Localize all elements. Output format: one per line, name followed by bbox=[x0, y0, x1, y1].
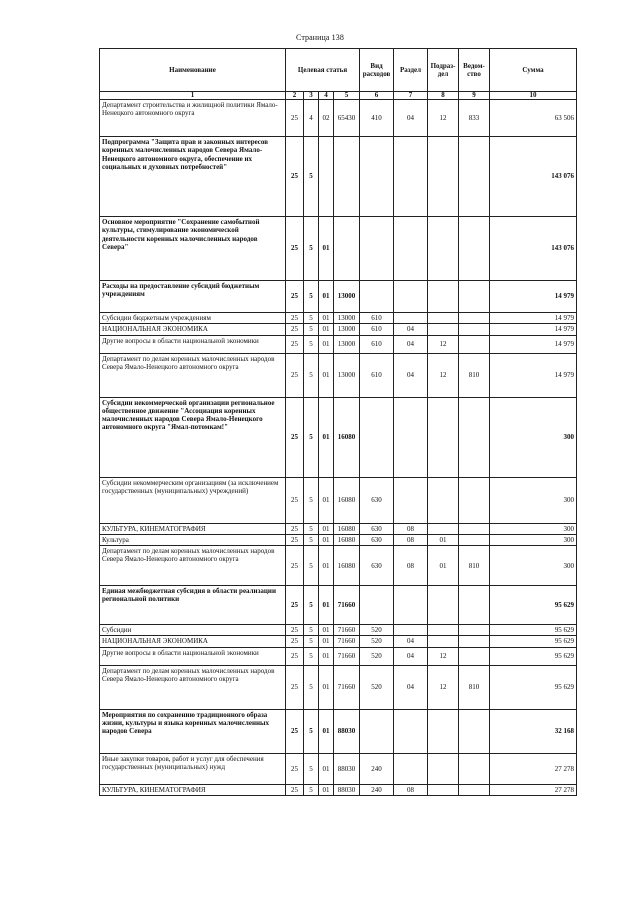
target-code-4: 71660 bbox=[334, 647, 360, 665]
table-row bbox=[100, 324, 577, 335]
table-row bbox=[100, 665, 577, 709]
section-code bbox=[394, 313, 428, 324]
department-code: 810 bbox=[459, 353, 490, 397]
subsection-code bbox=[428, 137, 459, 217]
department-code bbox=[459, 784, 490, 795]
row-name: Культура bbox=[100, 534, 286, 545]
target-code-2: 5 bbox=[304, 784, 319, 795]
row-name: Мероприятия по сохранению традиционного образа жизни, культуры и языка коренных малочисленных народов Севера bbox=[100, 709, 286, 753]
department-code bbox=[459, 534, 490, 545]
department-code bbox=[459, 137, 490, 217]
amount-value: 14 979 bbox=[490, 335, 577, 353]
subsection-code bbox=[428, 625, 459, 636]
target-code-1: 25 bbox=[286, 324, 304, 335]
target-code-1: 25 bbox=[286, 636, 304, 647]
row-name: Расходы на предоставление субсидий бюджетным учреждениям bbox=[100, 281, 286, 313]
row-name: Единая межбюджетная субсидия в области реализации региональной политики bbox=[100, 586, 286, 625]
table-row bbox=[100, 477, 577, 523]
target-code-4: 13000 bbox=[334, 335, 360, 353]
header-expense-type: Вид расходов bbox=[360, 49, 394, 92]
subsection-code: 12 bbox=[428, 335, 459, 353]
target-code-3: 01 bbox=[319, 784, 334, 795]
target-code-1: 25 bbox=[286, 625, 304, 636]
expense-type-code: 610 bbox=[360, 335, 394, 353]
expense-type-code: 630 bbox=[360, 523, 394, 534]
amount-value: 300 bbox=[490, 523, 577, 534]
department-code bbox=[459, 335, 490, 353]
target-code-2: 5 bbox=[304, 647, 319, 665]
column-number: 3 bbox=[304, 92, 319, 100]
subsection-code bbox=[428, 217, 459, 281]
table-row bbox=[100, 335, 577, 353]
table-row bbox=[100, 353, 577, 397]
row-name: Иные закупки товаров, работ и услуг для обеспечения государственных (муниципальных) нужд bbox=[100, 753, 286, 784]
expense-type-code: 520 bbox=[360, 665, 394, 709]
subsection-code: 01 bbox=[428, 546, 459, 586]
target-code-3: 01 bbox=[319, 534, 334, 545]
table-row bbox=[100, 397, 577, 477]
target-code-2: 5 bbox=[304, 313, 319, 324]
target-code-3: 01 bbox=[319, 313, 334, 324]
column-number: 1 bbox=[100, 92, 286, 100]
target-code-4: 16080 bbox=[334, 534, 360, 545]
target-code-1: 25 bbox=[286, 647, 304, 665]
section-code: 04 bbox=[394, 353, 428, 397]
section-code bbox=[394, 709, 428, 753]
subsection-code: 01 bbox=[428, 534, 459, 545]
header-department: Ведом-ство bbox=[459, 49, 490, 92]
column-number: 6 bbox=[360, 92, 394, 100]
amount-value: 63 506 bbox=[490, 100, 577, 137]
department-code bbox=[459, 586, 490, 625]
section-code: 08 bbox=[394, 784, 428, 795]
column-number: 7 bbox=[394, 92, 428, 100]
expense-type-code: 630 bbox=[360, 546, 394, 586]
target-code-4: 13000 bbox=[334, 313, 360, 324]
column-number-row bbox=[100, 92, 577, 100]
amount-value: 95 629 bbox=[490, 586, 577, 625]
target-code-2: 5 bbox=[304, 636, 319, 647]
target-code-3: 01 bbox=[319, 647, 334, 665]
target-code-3: 01 bbox=[319, 665, 334, 709]
subsection-code bbox=[428, 324, 459, 335]
row-name: Другие вопросы в области национальной экономики bbox=[100, 647, 286, 665]
table-row bbox=[100, 217, 577, 281]
section-code: 04 bbox=[394, 647, 428, 665]
table-row bbox=[100, 546, 577, 586]
target-code-1: 25 bbox=[286, 137, 304, 217]
target-code-4: 71660 bbox=[334, 636, 360, 647]
amount-value: 300 bbox=[490, 477, 577, 523]
section-code bbox=[394, 137, 428, 217]
target-code-1: 25 bbox=[286, 709, 304, 753]
target-code-4: 88030 bbox=[334, 709, 360, 753]
amount-value: 95 629 bbox=[490, 647, 577, 665]
table-row bbox=[100, 534, 577, 545]
target-code-1: 25 bbox=[286, 335, 304, 353]
target-code-2: 5 bbox=[304, 709, 319, 753]
amount-value: 14 979 bbox=[490, 353, 577, 397]
page-number-label: Страница 138 bbox=[296, 33, 344, 42]
subsection-code bbox=[428, 753, 459, 784]
target-code-4: 13000 bbox=[334, 324, 360, 335]
department-code bbox=[459, 647, 490, 665]
header-target-article: Целевая статья bbox=[286, 49, 360, 92]
header-section: Раздел bbox=[394, 49, 428, 92]
target-code-4: 13000 bbox=[334, 353, 360, 397]
row-name: Департамент по делам коренных малочисленных народов Севера Ямало-Ненецкого автономного округа bbox=[100, 546, 286, 586]
table-row bbox=[100, 313, 577, 324]
amount-value: 143 076 bbox=[490, 217, 577, 281]
section-code bbox=[394, 217, 428, 281]
column-number: 5 bbox=[334, 92, 360, 100]
department-code bbox=[459, 636, 490, 647]
target-code-4: 16080 bbox=[334, 477, 360, 523]
row-name: Основное мероприятие "Сохранение самобытной культуры, стимулирование экономической деятельности коренных малочисленных народов Севера" bbox=[100, 217, 286, 281]
column-number: 8 bbox=[428, 92, 459, 100]
department-code: 833 bbox=[459, 100, 490, 137]
target-code-4: 71660 bbox=[334, 586, 360, 625]
target-code-3: 01 bbox=[319, 335, 334, 353]
section-code: 04 bbox=[394, 324, 428, 335]
row-name: Субсидии bbox=[100, 625, 286, 636]
subsection-code bbox=[428, 784, 459, 795]
target-code-3: 01 bbox=[319, 353, 334, 397]
department-code bbox=[459, 397, 490, 477]
row-name: Субсидии бюджетным учреждениям bbox=[100, 313, 286, 324]
table-row bbox=[100, 586, 577, 625]
target-code-4: 71660 bbox=[334, 625, 360, 636]
amount-value: 14 979 bbox=[490, 281, 577, 313]
expense-type-code: 610 bbox=[360, 313, 394, 324]
column-number: 9 bbox=[459, 92, 490, 100]
target-code-1: 25 bbox=[286, 217, 304, 281]
target-code-3: 01 bbox=[319, 397, 334, 477]
target-code-1: 25 bbox=[286, 523, 304, 534]
target-code-1: 25 bbox=[286, 586, 304, 625]
target-code-2: 5 bbox=[304, 625, 319, 636]
department-code bbox=[459, 523, 490, 534]
expense-type-code bbox=[360, 281, 394, 313]
table-row bbox=[100, 636, 577, 647]
amount-value: 95 629 bbox=[490, 665, 577, 709]
target-code-4 bbox=[334, 217, 360, 281]
row-name: Субсидии некоммерческим организациям (за исключением государственных (муниципальных) учреждений) bbox=[100, 477, 286, 523]
department-code bbox=[459, 477, 490, 523]
department-code bbox=[459, 313, 490, 324]
row-name: Департамент по делам коренных малочисленных народов Севера Ямало-Ненецкого автономного округа bbox=[100, 353, 286, 397]
subsection-code: 12 bbox=[428, 353, 459, 397]
section-code bbox=[394, 625, 428, 636]
department-code bbox=[459, 324, 490, 335]
target-code-4: 13000 bbox=[334, 281, 360, 313]
table-row bbox=[100, 647, 577, 665]
table-row bbox=[100, 523, 577, 534]
target-code-4: 65430 bbox=[334, 100, 360, 137]
table-row bbox=[100, 753, 577, 784]
target-code-1: 25 bbox=[286, 397, 304, 477]
target-code-3: 01 bbox=[319, 636, 334, 647]
target-code-2: 4 bbox=[304, 100, 319, 137]
expense-type-code: 520 bbox=[360, 636, 394, 647]
subsection-code: 12 bbox=[428, 647, 459, 665]
department-code bbox=[459, 709, 490, 753]
target-code-2: 5 bbox=[304, 523, 319, 534]
table-row bbox=[100, 137, 577, 217]
target-code-1: 25 bbox=[286, 534, 304, 545]
department-code: 810 bbox=[459, 546, 490, 586]
target-code-3: 01 bbox=[319, 281, 334, 313]
target-code-2: 5 bbox=[304, 335, 319, 353]
target-code-2: 5 bbox=[304, 534, 319, 545]
target-code-3: 02 bbox=[319, 100, 334, 137]
target-code-3: 01 bbox=[319, 586, 334, 625]
target-code-3: 01 bbox=[319, 217, 334, 281]
table-row bbox=[100, 784, 577, 795]
amount-value: 95 629 bbox=[490, 636, 577, 647]
target-code-3: 01 bbox=[319, 546, 334, 586]
amount-value: 14 979 bbox=[490, 313, 577, 324]
row-name: Подпрограмма "Защита прав и законных интересов коренных малочисленных народов Севера Ямало-Ненецкого автономного округа, обеспечение их социальных и духовных потребностей" bbox=[100, 137, 286, 217]
target-code-3: 01 bbox=[319, 324, 334, 335]
subsection-code: 12 bbox=[428, 100, 459, 137]
header-name: Наименование bbox=[100, 49, 286, 92]
expense-type-code: 410 bbox=[360, 100, 394, 137]
target-code-1: 25 bbox=[286, 753, 304, 784]
row-name: Департамент строительства и жилищной политики Ямало-Ненецкого автономного округа bbox=[100, 100, 286, 137]
target-code-4: 16080 bbox=[334, 523, 360, 534]
expense-type-code: 520 bbox=[360, 647, 394, 665]
column-number: 4 bbox=[319, 92, 334, 100]
row-name: НАЦИОНАЛЬНАЯ ЭКОНОМИКА bbox=[100, 324, 286, 335]
expense-type-code: 520 bbox=[360, 625, 394, 636]
amount-value: 27 278 bbox=[490, 784, 577, 795]
amount-value: 300 bbox=[490, 534, 577, 545]
target-code-3: 01 bbox=[319, 709, 334, 753]
expense-type-code: 240 bbox=[360, 784, 394, 795]
department-code bbox=[459, 625, 490, 636]
target-code-1: 25 bbox=[286, 100, 304, 137]
amount-value: 143 076 bbox=[490, 137, 577, 217]
row-name: Другие вопросы в области национальной экономики bbox=[100, 335, 286, 353]
section-code: 04 bbox=[394, 665, 428, 709]
section-code: 08 bbox=[394, 546, 428, 586]
target-code-2: 5 bbox=[304, 281, 319, 313]
header-subsection: Подраз-дел bbox=[428, 49, 459, 92]
section-code bbox=[394, 586, 428, 625]
section-code bbox=[394, 281, 428, 313]
amount-value: 32 168 bbox=[490, 709, 577, 753]
amount-value: 14 979 bbox=[490, 324, 577, 335]
header-amount: Сумма bbox=[490, 49, 577, 92]
department-code bbox=[459, 217, 490, 281]
department-code bbox=[459, 753, 490, 784]
expense-type-code: 610 bbox=[360, 353, 394, 397]
target-code-2: 5 bbox=[304, 477, 319, 523]
subsection-code bbox=[428, 523, 459, 534]
target-code-2: 5 bbox=[304, 546, 319, 586]
target-code-3: 01 bbox=[319, 477, 334, 523]
target-code-2: 5 bbox=[304, 324, 319, 335]
target-code-4: 16080 bbox=[334, 546, 360, 586]
expense-type-code bbox=[360, 586, 394, 625]
expense-type-code: 610 bbox=[360, 324, 394, 335]
target-code-2: 5 bbox=[304, 353, 319, 397]
row-name: Департамент по делам коренных малочисленных народов Севера Ямало-Ненецкого автономного округа bbox=[100, 665, 286, 709]
subsection-code bbox=[428, 477, 459, 523]
column-number: 2 bbox=[286, 92, 304, 100]
target-code-4: 71660 bbox=[334, 665, 360, 709]
expense-type-code: 630 bbox=[360, 534, 394, 545]
subsection-code bbox=[428, 709, 459, 753]
subsection-code bbox=[428, 397, 459, 477]
section-code bbox=[394, 397, 428, 477]
target-code-4: 88030 bbox=[334, 784, 360, 795]
section-code bbox=[394, 477, 428, 523]
expense-type-code bbox=[360, 709, 394, 753]
target-code-1: 25 bbox=[286, 546, 304, 586]
target-code-4 bbox=[334, 137, 360, 217]
subsection-code: 12 bbox=[428, 665, 459, 709]
target-code-2: 5 bbox=[304, 665, 319, 709]
target-code-3 bbox=[319, 137, 334, 217]
row-name: Субсидии некоммерческой организации региональное общественное движение "Ассоциация коренных малочисленных народов Севера Ямало-Ненецкого автономного округа "Ямал-потомкам!" bbox=[100, 397, 286, 477]
table-row bbox=[100, 100, 577, 137]
target-code-1: 25 bbox=[286, 784, 304, 795]
target-code-2: 5 bbox=[304, 137, 319, 217]
target-code-4: 16080 bbox=[334, 397, 360, 477]
target-code-1: 25 bbox=[286, 353, 304, 397]
amount-value: 300 bbox=[490, 397, 577, 477]
amount-value: 300 bbox=[490, 546, 577, 586]
target-code-1: 25 bbox=[286, 281, 304, 313]
header-row bbox=[100, 49, 577, 92]
budget-table bbox=[99, 48, 577, 796]
expense-type-code bbox=[360, 217, 394, 281]
row-name: КУЛЬТУРА, КИНЕМАТОГРАФИЯ bbox=[100, 784, 286, 795]
target-code-2: 5 bbox=[304, 397, 319, 477]
expense-type-code: 240 bbox=[360, 753, 394, 784]
target-code-3: 01 bbox=[319, 753, 334, 784]
target-code-1: 25 bbox=[286, 477, 304, 523]
target-code-3: 01 bbox=[319, 523, 334, 534]
target-code-1: 25 bbox=[286, 665, 304, 709]
table-row bbox=[100, 625, 577, 636]
amount-value: 27 278 bbox=[490, 753, 577, 784]
expense-type-code bbox=[360, 397, 394, 477]
row-name: НАЦИОНАЛЬНАЯ ЭКОНОМИКА bbox=[100, 636, 286, 647]
subsection-code bbox=[428, 281, 459, 313]
target-code-2: 5 bbox=[304, 586, 319, 625]
table-row bbox=[100, 709, 577, 753]
target-code-3: 01 bbox=[319, 625, 334, 636]
department-code bbox=[459, 281, 490, 313]
section-code: 08 bbox=[394, 523, 428, 534]
expense-type-code bbox=[360, 137, 394, 217]
section-code: 08 bbox=[394, 534, 428, 545]
table-row bbox=[100, 281, 577, 313]
subsection-code bbox=[428, 586, 459, 625]
department-code: 810 bbox=[459, 665, 490, 709]
amount-value: 95 629 bbox=[490, 625, 577, 636]
subsection-code bbox=[428, 313, 459, 324]
target-code-2: 5 bbox=[304, 753, 319, 784]
section-code: 04 bbox=[394, 335, 428, 353]
section-code bbox=[394, 753, 428, 784]
expense-type-code: 630 bbox=[360, 477, 394, 523]
column-number: 10 bbox=[490, 92, 577, 100]
target-code-4: 88030 bbox=[334, 753, 360, 784]
target-code-2: 5 bbox=[304, 217, 319, 281]
row-name: КУЛЬТУРА, КИНЕМАТОГРАФИЯ bbox=[100, 523, 286, 534]
section-code: 04 bbox=[394, 636, 428, 647]
subsection-code bbox=[428, 636, 459, 647]
target-code-1: 25 bbox=[286, 313, 304, 324]
section-code: 04 bbox=[394, 100, 428, 137]
